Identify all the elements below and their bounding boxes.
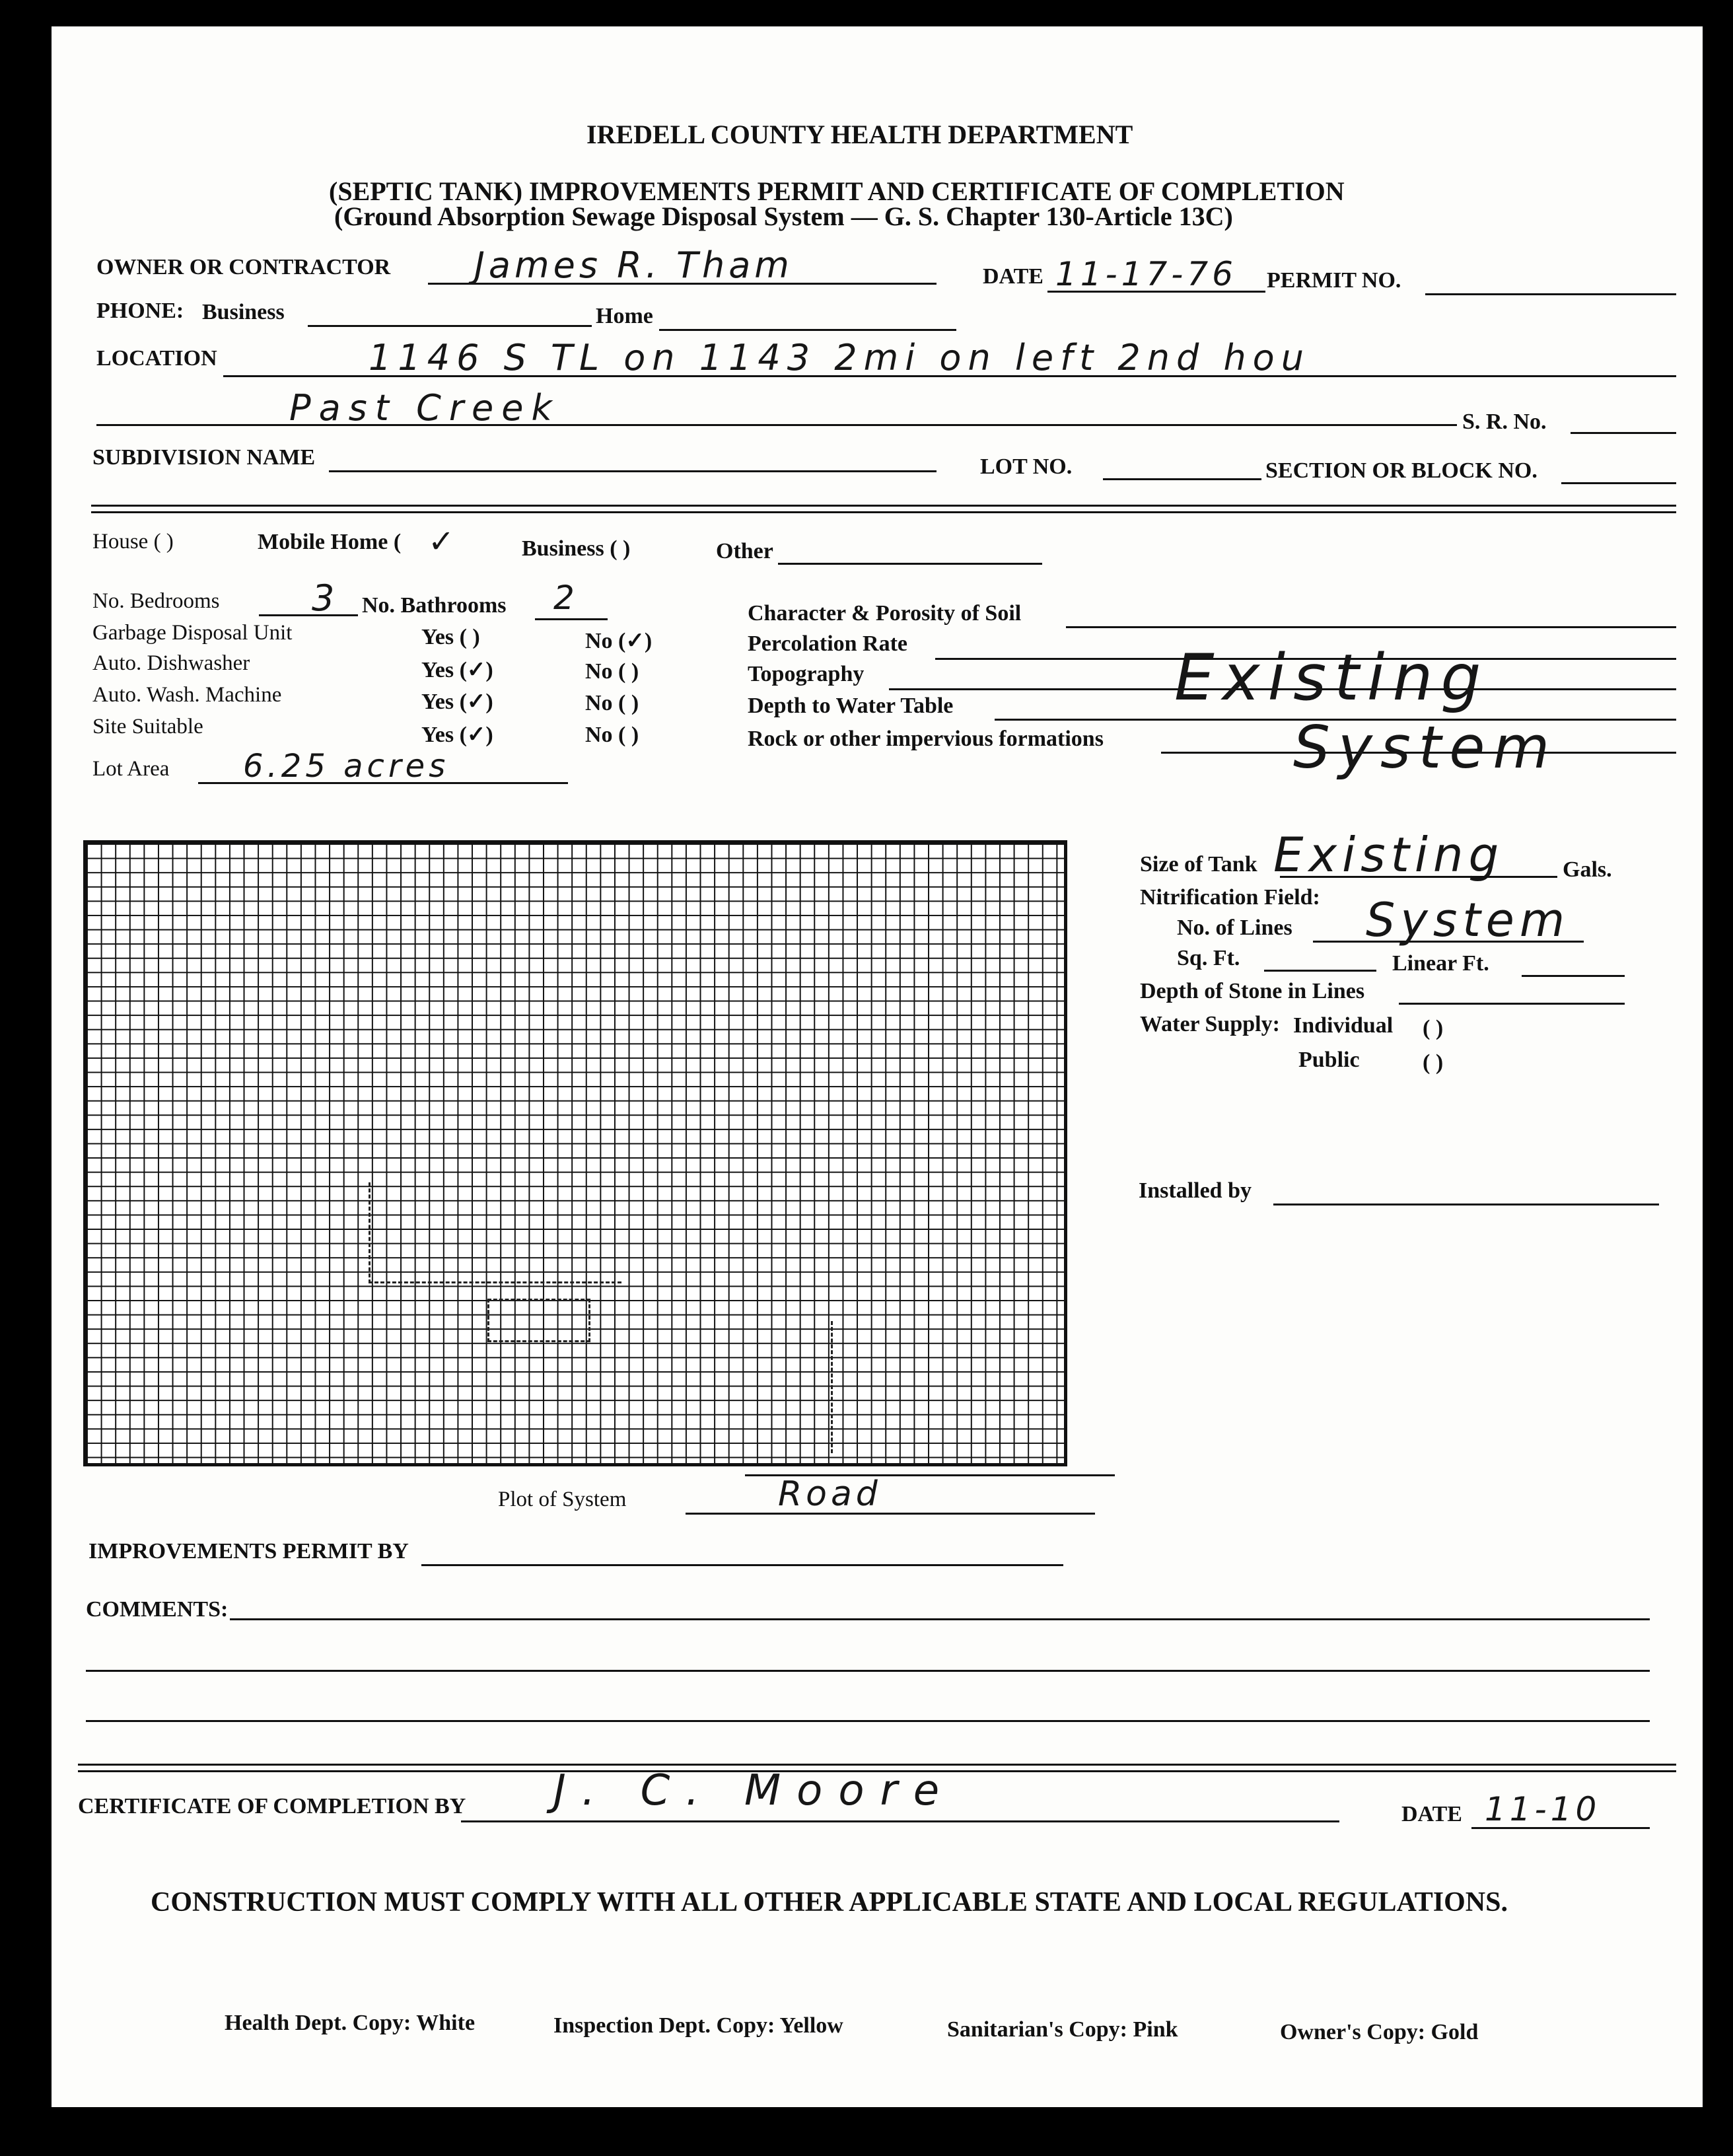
public-label: Public <box>1298 1048 1360 1072</box>
public-box: ( ) <box>1423 1050 1444 1075</box>
plot-label: Plot of System <box>498 1488 627 1511</box>
sqft-label: Sq. Ft. <box>1177 946 1240 970</box>
comments-line-1 <box>230 1618 1650 1620</box>
permit-by-line <box>421 1564 1063 1566</box>
phone-business-label: Business <box>202 300 285 324</box>
stone-label: Depth of Stone in Lines <box>1140 979 1365 1003</box>
phone-home-label: Home <box>596 304 653 328</box>
phone-business-line <box>308 325 592 327</box>
appliance-no: No ( ) <box>585 691 639 715</box>
other-line <box>778 563 1042 565</box>
sqft-line <box>1264 970 1376 972</box>
appliance-label: Garbage Disposal Unit <box>92 621 293 645</box>
appliance-yes: Yes ( ) <box>421 625 480 649</box>
plot-road: Road <box>778 1474 882 1514</box>
lot-line <box>1103 478 1261 480</box>
sr-label: S. R. No. <box>1462 410 1547 434</box>
bathrooms-line <box>535 618 608 620</box>
appliance-no: No (✓) <box>585 629 653 653</box>
certificate-date-value: 11-10 <box>1485 1790 1601 1828</box>
subdivision-line <box>329 470 937 472</box>
permit-label: PERMIT NO. <box>1267 268 1401 293</box>
form-subtitle: (Ground Absorption Sewage Disposal System — G. S. Chapter 130-Article 13C) <box>334 201 1233 231</box>
mobile-home-check: ✓ <box>428 523 459 560</box>
copy-distribution: Inspection Dept. Copy: Yellow <box>553 2013 843 2038</box>
tank-size-line <box>1280 876 1557 878</box>
separator-rule-2 <box>91 511 1676 513</box>
appliance-no: No ( ) <box>585 723 639 747</box>
bathrooms-value: 2 <box>553 579 579 617</box>
copy-distribution: Sanitarian's Copy: Pink <box>947 2017 1178 2042</box>
comments-line-3 <box>86 1720 1650 1722</box>
plot-sketch-house <box>487 1299 590 1342</box>
appliance-yes: Yes (✓) <box>421 658 493 682</box>
certificate-label: CERTIFICATE OF COMPLETION BY <box>78 1794 466 1818</box>
form-title: (SEPTIC TANK) IMPROVEMENTS PERMIT AND CERTIFICATE OF COMPLETION <box>329 176 1345 206</box>
tank-size-label: Size of Tank <box>1140 852 1257 877</box>
soil-handwriting-1: Existing <box>1174 641 1489 715</box>
bedrooms-label: No. Bedrooms <box>92 589 220 613</box>
nitrification-label: Nitrification Field: <box>1140 885 1320 910</box>
stone-line <box>1399 1003 1625 1005</box>
department-title: IREDELL COUNTY HEALTH DEPARTMENT <box>586 120 1133 149</box>
lot-area-label: Lot Area <box>92 757 170 781</box>
soil-handwriting-2: System <box>1293 713 1558 781</box>
owner-value: James R. Tham <box>474 244 793 286</box>
certificate-date-label: DATE <box>1401 1802 1462 1826</box>
separator-rule-3 <box>78 1764 1676 1766</box>
water-table-label: Depth to Water Table <box>748 694 954 718</box>
appliance-yes: Yes (✓) <box>421 723 493 747</box>
lines-value: System <box>1366 893 1571 947</box>
appliance-label: Auto. Wash. Machine <box>92 683 282 707</box>
phone-label: PHONE: <box>96 299 184 323</box>
copy-distribution: Health Dept. Copy: White <box>225 2011 476 2035</box>
date-label: DATE <box>983 264 1043 289</box>
copy-distribution: Owner's Copy: Gold <box>1280 2020 1479 2044</box>
bathrooms-label: No. Bathrooms <box>362 593 507 618</box>
certificate-line <box>461 1820 1339 1822</box>
soil-character-line <box>1066 626 1676 628</box>
certificate-signature: J. C. Moore <box>553 1766 956 1815</box>
appliance-no: No ( ) <box>585 659 639 684</box>
installed-line <box>1273 1204 1659 1205</box>
date-value: 11-17-76 <box>1055 255 1237 293</box>
tank-size-value: Existing <box>1273 827 1504 882</box>
owner-label: OWNER OR CONTRACTOR <box>96 255 391 279</box>
permit-line <box>1425 293 1676 295</box>
linear-line <box>1522 975 1625 977</box>
plot-sketch-line <box>791 1321 833 1453</box>
individual-label: Individual <box>1293 1013 1394 1038</box>
comments-label: COMMENTS: <box>86 1597 229 1622</box>
topography-label: Topography <box>748 662 865 686</box>
house-option: House ( ) <box>92 530 174 554</box>
gals-label: Gals. <box>1563 857 1612 882</box>
plot-grid <box>83 840 1067 1466</box>
comments-line-2 <box>86 1670 1650 1672</box>
plot-sketch-field <box>369 1182 621 1283</box>
installed-label: Installed by <box>1139 1178 1252 1203</box>
sr-line <box>1571 432 1676 434</box>
lot-label: LOT NO. <box>980 454 1073 479</box>
lot-area-value: 6.25 acres <box>243 748 450 785</box>
rock-label: Rock or other impervious formations <box>748 727 1104 751</box>
appliance-yes: Yes (✓) <box>421 690 493 714</box>
business-option: Business ( ) <box>522 536 631 561</box>
water-supply-label: Water Supply: <box>1140 1012 1280 1036</box>
appliance-label: Auto. Dishwasher <box>92 651 250 675</box>
appliance-label: Site Suitable <box>92 715 203 738</box>
other-label: Other <box>716 539 773 563</box>
bedrooms-value: 3 <box>312 577 339 619</box>
linear-label: Linear Ft. <box>1392 951 1489 976</box>
permit-form <box>52 26 1703 2107</box>
soil-character-label: Character & Porosity of Soil <box>748 601 1022 626</box>
subdivision-label: SUBDIVISION NAME <box>92 445 316 470</box>
separator-rule-1 <box>91 505 1676 507</box>
location-label: LOCATION <box>96 346 217 371</box>
lines-label: No. of Lines <box>1177 916 1292 940</box>
plot-road-line-2 <box>686 1513 1095 1515</box>
permit-by-label: IMPROVEMENTS PERMIT BY <box>88 1539 409 1563</box>
compliance-notice: CONSTRUCTION MUST COMPLY WITH ALL OTHER APPLICABLE STATE AND LOCAL REGULATIONS. <box>151 1887 1508 1918</box>
location-value-1: 1146 S TL on 1143 2mi on left 2nd hou <box>369 337 1310 378</box>
section-label: SECTION OR BLOCK NO. <box>1265 458 1538 483</box>
mobile-home-option: Mobile Home ( <box>258 530 402 554</box>
location-value-2: Past Creek <box>289 387 560 429</box>
individual-box: ( ) <box>1423 1016 1444 1040</box>
percolation-label: Percolation Rate <box>748 631 908 656</box>
phone-home-line <box>659 329 956 331</box>
bedrooms-line <box>259 614 358 616</box>
section-line <box>1561 482 1676 484</box>
